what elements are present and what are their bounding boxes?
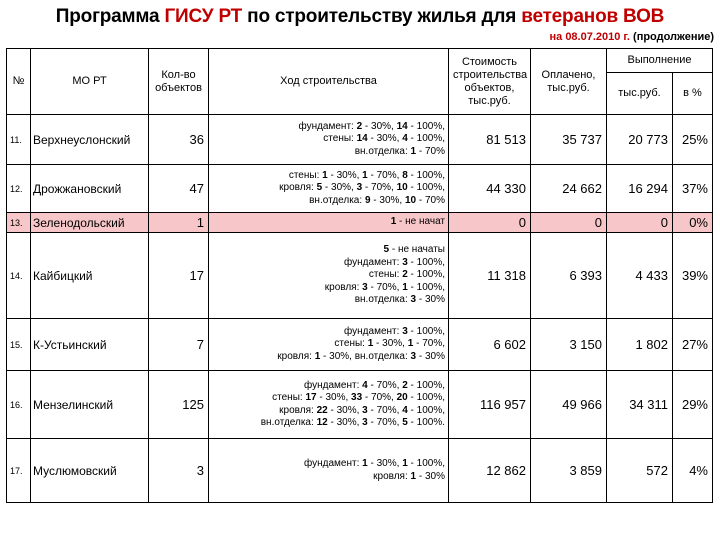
table-row bbox=[7, 165, 713, 213]
municipality-name: Муслюмовский bbox=[31, 439, 149, 503]
col-header-cost: Стоимость строительства объектов, тыс.руб. bbox=[449, 49, 531, 115]
col-header-count: Кол-во объектов bbox=[149, 49, 209, 115]
object-count: 36 bbox=[149, 115, 209, 165]
table-row bbox=[7, 319, 713, 371]
paid-value: 35 737 bbox=[531, 115, 607, 165]
progress-line: кровля: 1 - 30%, вн.отделка: 3 - 30% bbox=[277, 350, 445, 362]
veterans-housing-table bbox=[6, 48, 713, 503]
paid-value: 3 859 bbox=[531, 439, 607, 503]
progress-line: 5 - не начаты bbox=[383, 244, 445, 256]
done-rub-value: 16 294 bbox=[607, 165, 673, 213]
col-header-done-rub: тыс.руб. bbox=[607, 73, 673, 115]
table-row bbox=[7, 439, 713, 503]
row-number: 14. bbox=[7, 233, 31, 319]
col-header-done: Выполнение bbox=[607, 49, 713, 73]
cost-value: 116 957 bbox=[449, 371, 531, 439]
table-row bbox=[7, 233, 713, 319]
table-row bbox=[7, 213, 713, 233]
done-pct-value: 0% bbox=[673, 213, 713, 233]
construction-progress bbox=[209, 371, 449, 439]
progress-line: вн.отделка: 3 - 30% bbox=[354, 294, 445, 306]
progress-line: фундамент: 3 - 100%, bbox=[344, 325, 445, 337]
municipality-name: Дрожжановский bbox=[31, 165, 149, 213]
progress-line: вн.отделка: 12 - 30%, 3 - 70%, 5 - 100%. bbox=[260, 416, 445, 428]
construction-progress bbox=[209, 233, 449, 319]
report-date: на 08.07.2010 г. (продолжение) bbox=[549, 31, 714, 43]
progress-line: кровля: 1 - 30% bbox=[373, 470, 445, 482]
object-count: 125 bbox=[149, 371, 209, 439]
construction-progress bbox=[209, 439, 449, 503]
progress-line: 1 - не начат bbox=[390, 216, 445, 228]
row-number: 13. bbox=[7, 213, 31, 233]
construction-progress bbox=[209, 115, 449, 165]
construction-progress bbox=[209, 319, 449, 371]
progress-line: вн.отделка: 1 - 70% bbox=[354, 145, 445, 157]
progress-line: фундамент: 1 - 30%, 1 - 100%, bbox=[304, 458, 445, 470]
paid-value: 24 662 bbox=[531, 165, 607, 213]
progress-line: стены: 1 - 30%, 1 - 70%, bbox=[334, 338, 445, 350]
object-count: 17 bbox=[149, 233, 209, 319]
progress-line: фундамент: 3 - 100%, bbox=[344, 256, 445, 268]
progress-line: стены: 14 - 30%, 4 - 100%, bbox=[323, 133, 445, 145]
progress-line: стены: 1 - 30%, 1 - 70%, 8 - 100%, bbox=[288, 169, 445, 181]
table-row bbox=[7, 371, 713, 439]
object-count: 7 bbox=[149, 319, 209, 371]
done-rub-value: 0 bbox=[607, 213, 673, 233]
progress-line: кровля: 22 - 30%, 3 - 70%, 4 - 100%, bbox=[279, 404, 445, 416]
page-title: Программа ГИСУ РТ по строительству жилья для ветеранов ВОВ bbox=[55, 6, 665, 27]
done-pct-value: 37% bbox=[673, 165, 713, 213]
municipality-name: Кайбицкий bbox=[31, 233, 149, 319]
construction-progress bbox=[209, 165, 449, 213]
cost-value: 44 330 bbox=[449, 165, 531, 213]
paid-value: 0 bbox=[531, 213, 607, 233]
progress-line: стены: 17 - 30%, 33 - 70%, 20 - 100%, bbox=[272, 392, 445, 404]
row-number: 17. bbox=[7, 439, 31, 503]
paid-value: 6 393 bbox=[531, 233, 607, 319]
table-row bbox=[7, 115, 713, 165]
paid-value: 49 966 bbox=[531, 371, 607, 439]
col-header-done-pct: в % bbox=[673, 73, 713, 115]
done-pct-value: 39% bbox=[673, 233, 713, 319]
cost-value: 6 602 bbox=[449, 319, 531, 371]
municipality-name: Зеленодольский bbox=[31, 213, 149, 233]
progress-line: вн.отделка: 9 - 30%, 10 - 70% bbox=[309, 194, 445, 206]
municipality-name: Мензелинский bbox=[31, 371, 149, 439]
col-header-progress: Ход строительства bbox=[209, 49, 449, 115]
done-rub-value: 4 433 bbox=[607, 233, 673, 319]
progress-line: кровля: 5 - 30%, 3 - 70%, 10 - 100%, bbox=[279, 182, 445, 194]
municipality-name: Верхнеуслонский bbox=[31, 115, 149, 165]
done-pct-value: 29% bbox=[673, 371, 713, 439]
row-number: 11. bbox=[7, 115, 31, 165]
cost-value: 81 513 bbox=[449, 115, 531, 165]
row-number: 12. bbox=[7, 165, 31, 213]
paid-value: 3 150 bbox=[531, 319, 607, 371]
object-count: 3 bbox=[149, 439, 209, 503]
done-rub-value: 1 802 bbox=[607, 319, 673, 371]
progress-line: фундамент: 4 - 70%, 2 - 100%, bbox=[304, 379, 445, 391]
progress-line: стены: 2 - 100%, bbox=[368, 269, 445, 281]
row-number: 15. bbox=[7, 319, 31, 371]
done-pct-value: 27% bbox=[673, 319, 713, 371]
cost-value: 11 318 bbox=[449, 233, 531, 319]
col-header-num: № bbox=[7, 49, 31, 115]
cost-value: 0 bbox=[449, 213, 531, 233]
municipality-name: К-Устьинский bbox=[31, 319, 149, 371]
progress-line: фундамент: 2 - 30%, 14 - 100%, bbox=[298, 120, 445, 132]
done-rub-value: 572 bbox=[607, 439, 673, 503]
done-rub-value: 20 773 bbox=[607, 115, 673, 165]
construction-progress bbox=[209, 213, 449, 233]
row-number: 16. bbox=[7, 371, 31, 439]
progress-line: кровля: 3 - 70%, 1 - 100%, bbox=[324, 281, 445, 293]
done-rub-value: 34 311 bbox=[607, 371, 673, 439]
done-pct-value: 25% bbox=[673, 115, 713, 165]
col-header-paid: Оплачено, тыс.руб. bbox=[531, 49, 607, 115]
cost-value: 12 862 bbox=[449, 439, 531, 503]
done-pct-value: 4% bbox=[673, 439, 713, 503]
object-count: 47 bbox=[149, 165, 209, 213]
object-count: 1 bbox=[149, 213, 209, 233]
col-header-mo: МО РТ bbox=[31, 49, 149, 115]
